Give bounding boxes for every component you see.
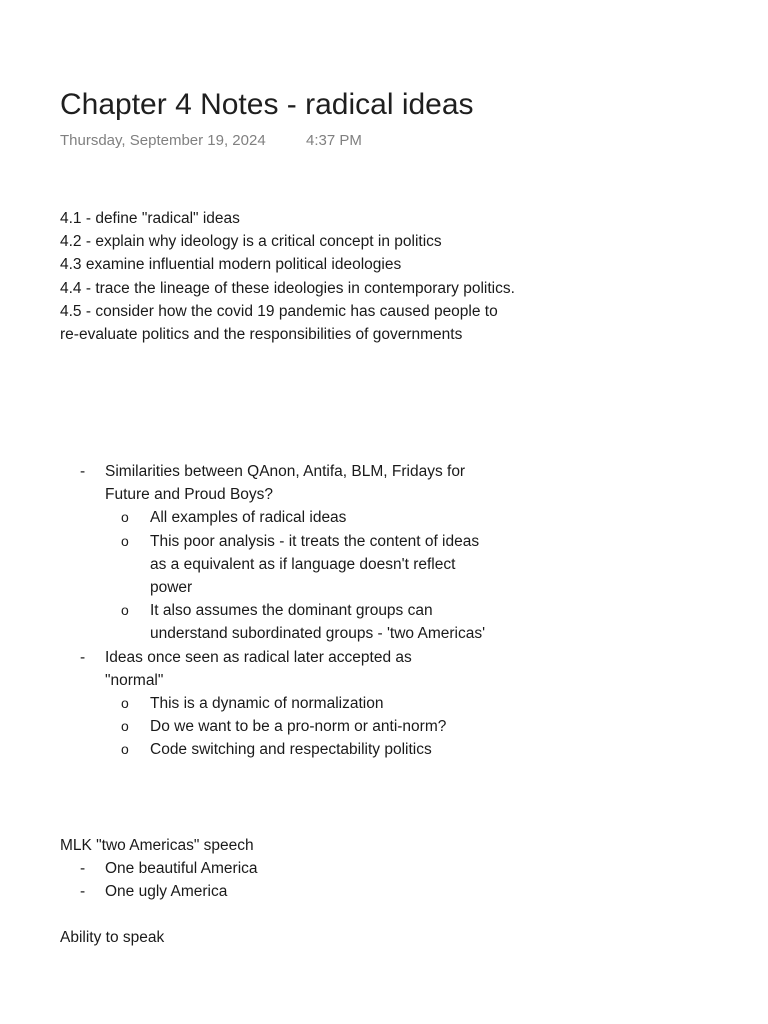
dash-bullet-icon: - (80, 648, 86, 666)
list-item (60, 646, 530, 692)
sub-item-text: This is a dynamic of normalization (150, 695, 384, 713)
sub-list-item (105, 506, 530, 529)
objective-line: 4.2 - explain why ideology is a critical concept in politics (60, 233, 442, 251)
list-item-text: One beautiful America (105, 860, 258, 877)
sub-list-item (105, 738, 530, 761)
page-title: Chapter 4 Notes - radical ideas (60, 88, 474, 121)
sub-item-text: This poor analysis - it treats the content of ideas as a equivalent as if language doesn't reflect power (150, 532, 480, 597)
sub-list-item (105, 692, 530, 715)
list-item (60, 460, 530, 506)
note-date: Thursday, September 19, 2024 (60, 132, 266, 149)
objective-line: 4.4 - trace the lineage of these ideologies in contemporary politics. (60, 279, 515, 297)
note-timestamp (60, 131, 362, 151)
dash-bullet-icon: - (80, 463, 86, 480)
list-item-text: One ugly America (105, 883, 228, 901)
circle-bullet-icon: o (121, 509, 129, 526)
circle-bullet-icon: o (121, 532, 129, 549)
sub-item-text: Do we want to be a pro-norm or anti-norm? (150, 718, 447, 736)
sub-item-text: It also assumes the dominant groups can understand subordinated groups - 'two Americas' (150, 602, 486, 643)
learning-objectives (60, 207, 520, 346)
mlk-list (60, 857, 530, 903)
circle-bullet-icon: o (121, 718, 129, 735)
sub-list-item (105, 715, 530, 738)
dash-bullet-icon: - (80, 883, 86, 901)
circle-bullet-icon: o (121, 602, 129, 619)
objective-line: 4.3 examine influential modern political ideologies (60, 256, 402, 274)
list-item (60, 880, 530, 903)
objective-line: 4.1 - define "radical" ideas (60, 210, 240, 227)
closing-line: Ability to speak (60, 929, 165, 946)
sub-list-item (105, 599, 530, 645)
mlk-heading: MLK "two Americas" speech (60, 837, 254, 854)
dash-bullet-icon: - (80, 860, 86, 877)
bullet-list (60, 460, 530, 762)
sub-item-text: All examples of radical ideas (150, 509, 347, 527)
circle-bullet-icon: o (121, 741, 129, 758)
circle-bullet-icon: o (121, 695, 129, 712)
list-item-text: Similarities between QAnon, Antifa, BLM, Fridays for Future and Proud Boys? (105, 463, 466, 504)
list-item-text: Ideas once seen as radical later accepted as "normal" (105, 648, 412, 689)
sub-list-item (105, 530, 530, 600)
sub-item-text: Code switching and respectability politics (150, 741, 432, 759)
list-item (60, 857, 530, 880)
note-time: 4:37 PM (306, 132, 362, 149)
objective-line: 4.5 - consider how the covid 19 pandemic has caused people to re-evaluate politics and the responsibilities of governments (60, 302, 498, 344)
